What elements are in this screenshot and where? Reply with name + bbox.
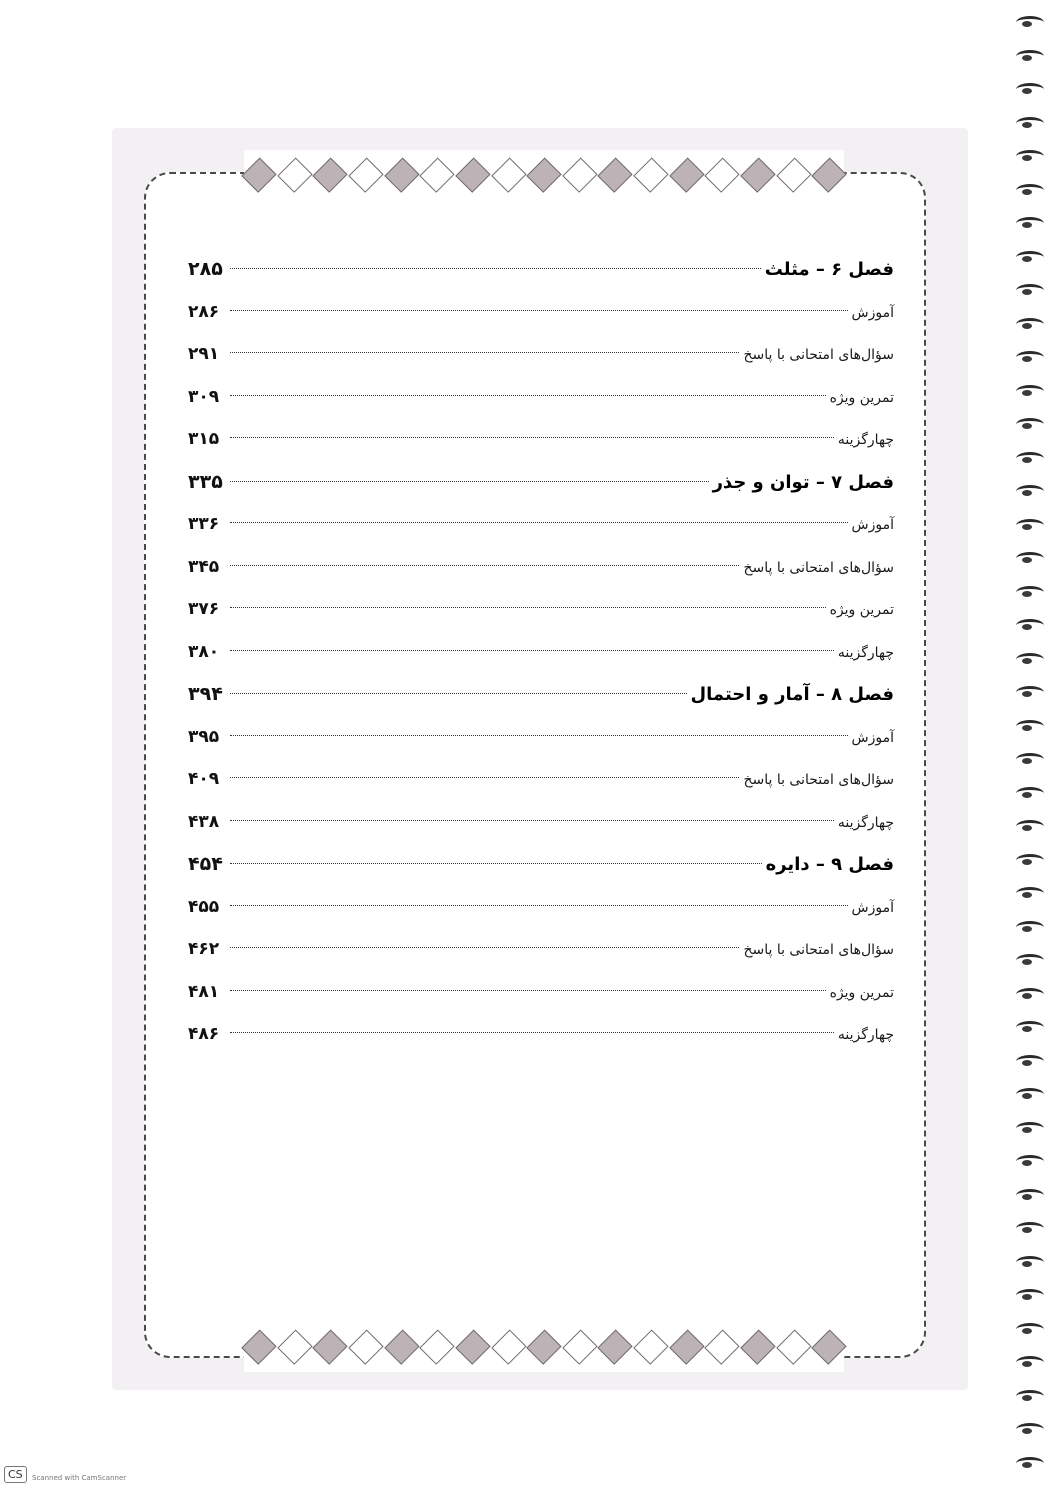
spiral-coil — [1016, 318, 1044, 331]
spiral-coil — [1016, 217, 1044, 230]
spiral-coil — [1016, 452, 1044, 465]
diamond-ornament — [241, 1329, 276, 1364]
dot-leader — [230, 310, 848, 311]
diamond-ornament — [384, 1329, 419, 1364]
diamond-ornament — [812, 1329, 847, 1364]
toc-entry-row — [188, 503, 894, 546]
entry-title: تمرین ویژه — [829, 602, 894, 618]
diamond-ornament — [812, 157, 847, 192]
toc-entry-row — [188, 971, 894, 1014]
table-of-contents — [188, 248, 894, 1056]
entry-title: سؤال‌های امتحانی با پاسخ — [743, 347, 894, 363]
diamond-ornament — [455, 157, 490, 192]
spiral-coil — [1016, 83, 1044, 96]
dot-leader — [230, 905, 848, 906]
spiral-coil — [1016, 1289, 1044, 1302]
diamond-ornament — [313, 1329, 348, 1364]
dot-leader — [230, 565, 739, 566]
entry-title: تمرین ویژه — [829, 389, 894, 406]
dot-leader — [230, 352, 739, 353]
spiral-coil — [1016, 1390, 1044, 1403]
dot-leader — [230, 947, 739, 948]
diamond-ornament — [491, 157, 526, 192]
diamond-ornament — [705, 157, 740, 192]
page-number: ۳۴۵ — [188, 556, 220, 577]
spiral-coil — [1016, 653, 1044, 666]
entry-title: آموزش — [851, 729, 894, 746]
page-number: ۳۱۵ — [188, 429, 220, 449]
entry-title: آموزش — [851, 517, 894, 533]
camscanner-logo: CS — [4, 1466, 27, 1483]
entry-title: سؤال‌های امتحانی با پاسخ — [743, 772, 894, 788]
spiral-coil — [1016, 988, 1044, 1001]
dot-leader — [230, 777, 739, 778]
diamond-ornament — [241, 157, 276, 192]
spiral-coil — [1016, 1189, 1044, 1202]
chapter-title: فصل ۸ – آمار و احتمال — [690, 684, 894, 705]
chapter-title: فصل ۶ – مثلث — [764, 259, 894, 280]
toc-entry-row — [188, 291, 894, 334]
diamond-ornament — [598, 157, 633, 192]
spiral-coil — [1016, 485, 1044, 498]
toc-entry-row — [188, 631, 894, 674]
spiral-coil — [1016, 418, 1044, 431]
toc-entry-row — [188, 546, 894, 589]
toc-entry-row — [188, 1013, 894, 1056]
spiral-coil — [1016, 854, 1044, 867]
spiral-coil — [1016, 787, 1044, 800]
dot-leader — [230, 437, 834, 438]
toc-entry-row — [188, 588, 894, 631]
spiral-coil — [1016, 820, 1044, 833]
dot-leader — [230, 1032, 834, 1033]
diamond-ornament — [277, 157, 312, 192]
page-number: ۲۹۱ — [188, 344, 220, 364]
toc-entry-row — [188, 886, 894, 929]
spiral-coil — [1016, 251, 1044, 264]
page-number: ۳۰۹ — [188, 386, 220, 407]
page-number: ۳۳۵ — [188, 470, 223, 493]
chapter-title: فصل ۷ – توان و جذر — [712, 471, 894, 493]
diamond-ornament — [705, 1329, 740, 1364]
dot-leader — [230, 650, 834, 651]
toc-entry-row — [188, 801, 894, 844]
bottom-diamond-border — [244, 1322, 844, 1372]
dot-leader — [230, 863, 762, 864]
chapter-title: فصل ۹ – دایره — [765, 854, 894, 875]
spiral-coil — [1016, 552, 1044, 565]
dot-leader — [230, 268, 761, 269]
diamond-ornament — [633, 1329, 668, 1364]
spiral-coil — [1016, 1155, 1044, 1168]
dot-leader — [230, 735, 848, 736]
toc-entry-row — [188, 376, 894, 419]
diamond-ornament — [562, 1329, 597, 1364]
toc-entry-row — [188, 758, 894, 801]
page-number: ۴۸۱ — [188, 981, 220, 1002]
diamond-ornament — [384, 157, 419, 192]
spiral-coil — [1016, 1457, 1044, 1470]
spiral-coil — [1016, 1256, 1044, 1269]
entry-title: آموزش — [851, 899, 894, 916]
spiral-coil — [1016, 686, 1044, 699]
diamond-ornament — [420, 157, 455, 192]
spiral-coil — [1016, 921, 1044, 934]
spiral-coil — [1016, 284, 1044, 297]
page-number: ۴۵۵ — [188, 896, 220, 917]
spiral-coil — [1016, 385, 1044, 398]
diamond-ornament — [526, 157, 561, 192]
toc-chapter-row — [188, 673, 894, 716]
page-number: ۳۹۵ — [188, 726, 220, 747]
page-number: ۳۳۶ — [188, 514, 220, 534]
spiral-coil — [1016, 184, 1044, 197]
spiral-coil — [1016, 519, 1044, 532]
spiral-coil — [1016, 50, 1044, 63]
spiral-binding — [1014, 0, 1048, 1500]
toc-entry-row — [188, 928, 894, 971]
spiral-coil — [1016, 1222, 1044, 1235]
spiral-coil — [1016, 1055, 1044, 1068]
page-number: ۳۷۶ — [188, 599, 220, 619]
diamond-ornament — [669, 1329, 704, 1364]
page-number: ۴۵۴ — [188, 853, 223, 875]
diamond-ornament — [313, 157, 348, 192]
dot-leader — [230, 990, 826, 991]
diamond-ornament — [598, 1329, 633, 1364]
diamond-ornament — [348, 1329, 383, 1364]
diamond-ornament — [455, 1329, 490, 1364]
dot-leader — [230, 820, 834, 821]
entry-title: سؤال‌های امتحانی با پاسخ — [743, 559, 894, 576]
entry-title: چهارگزینه — [837, 644, 894, 661]
toc-entry-row — [188, 418, 894, 461]
diamond-ornament — [526, 1329, 561, 1364]
entry-title: آموزش — [851, 304, 894, 321]
entry-title: سؤال‌های امتحانی با پاسخ — [743, 942, 894, 958]
page-number: ۳۸۰ — [188, 641, 220, 662]
spiral-coil — [1016, 1021, 1044, 1034]
page-number: ۴۳۸ — [188, 811, 220, 832]
top-diamond-border — [244, 150, 844, 200]
diamond-ornament — [491, 1329, 526, 1364]
dot-leader — [230, 693, 687, 694]
spiral-coil — [1016, 720, 1044, 733]
diamond-ornament — [633, 157, 668, 192]
dot-leader — [230, 395, 826, 396]
page-number: ۲۸۵ — [188, 258, 223, 280]
spiral-coil — [1016, 1356, 1044, 1369]
diamond-ornament — [776, 1329, 811, 1364]
dot-leader — [230, 607, 826, 608]
spiral-coil — [1016, 16, 1044, 29]
page-number: ۴۰۹ — [188, 769, 220, 789]
spiral-coil — [1016, 586, 1044, 599]
toc-entry-row — [188, 716, 894, 759]
diamond-ornament — [776, 157, 811, 192]
diamond-ornament — [740, 157, 775, 192]
diamond-ornament — [420, 1329, 455, 1364]
spiral-coil — [1016, 150, 1044, 163]
dot-leader — [230, 481, 709, 482]
page-number: ۳۹۴ — [188, 683, 223, 705]
entry-title: چهارگزینه — [837, 432, 894, 448]
diamond-ornament — [562, 157, 597, 192]
spiral-coil — [1016, 954, 1044, 967]
camscanner-watermark: Scanned with CamScanner — [32, 1474, 127, 1482]
page-number: ۴۶۲ — [188, 939, 220, 959]
spiral-coil — [1016, 887, 1044, 900]
toc-chapter-row — [188, 843, 894, 886]
diamond-ornament — [348, 157, 383, 192]
spiral-coil — [1016, 117, 1044, 130]
spiral-coil — [1016, 1088, 1044, 1101]
entry-title: چهارگزینه — [837, 814, 894, 831]
spiral-coil — [1016, 1122, 1044, 1135]
entry-title: چهارگزینه — [837, 1027, 894, 1043]
page-number: ۴۸۶ — [188, 1024, 220, 1044]
dot-leader — [230, 522, 848, 523]
diamond-ornament — [740, 1329, 775, 1364]
spiral-coil — [1016, 1323, 1044, 1336]
page-number: ۲۸۶ — [188, 301, 220, 322]
spiral-coil — [1016, 351, 1044, 364]
diamond-ornament — [277, 1329, 312, 1364]
diamond-ornament — [669, 157, 704, 192]
toc-chapter-row — [188, 248, 894, 291]
toc-entry-row — [188, 333, 894, 376]
spiral-coil — [1016, 619, 1044, 632]
toc-chapter-row — [188, 461, 894, 504]
spiral-coil — [1016, 753, 1044, 766]
spiral-coil — [1016, 1423, 1044, 1436]
entry-title: تمرین ویژه — [829, 984, 894, 1001]
